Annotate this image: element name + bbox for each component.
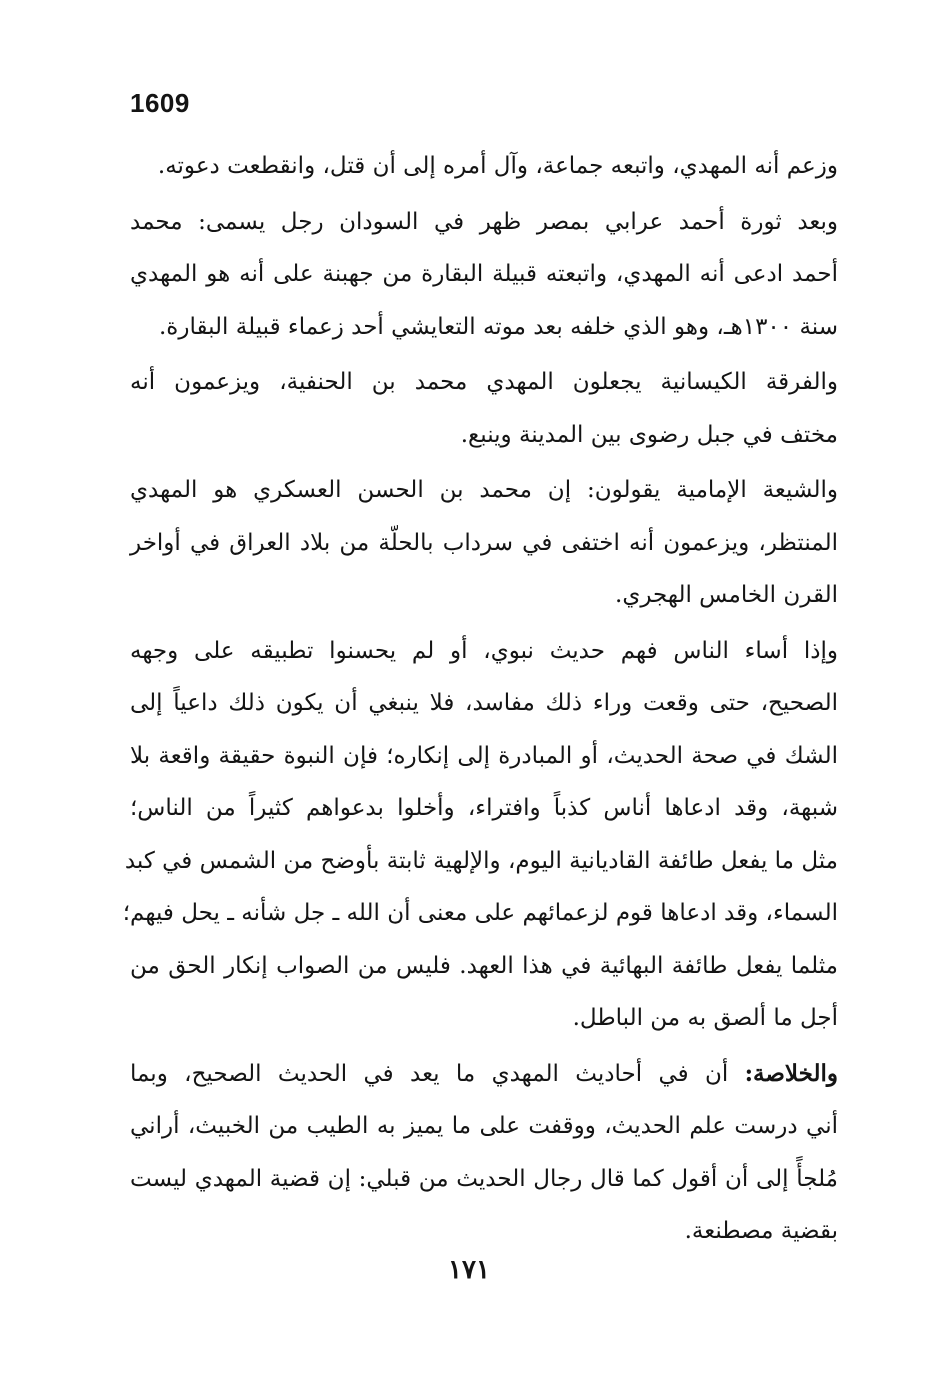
text-line: وزعم أنه المهدي، واتبعه جماعة، وآل أمره إلى أن قتل، وانقطعت دعوته. bbox=[157, 153, 838, 179]
paragraph-conclusion bbox=[130, 1048, 838, 1258]
paragraph-imamiyya bbox=[130, 464, 838, 622]
text-line bbox=[130, 1048, 838, 1101]
body-text bbox=[122, 140, 838, 1261]
text-line: الشك في صحة الحديث، أو المبادرة إلى إنكاره؛ فإن النبوة حقيقة واقعة بلا bbox=[130, 742, 838, 769]
paragraph-sudan-mahdi bbox=[130, 196, 838, 354]
text-line: أني درست علم الحديث، ووقفت على ما يميز به الطيب من الخبيث، أراني bbox=[130, 1113, 838, 1139]
text-line: بقضية مصطنعة. bbox=[684, 1218, 838, 1244]
text-line: أجل ما ألصق به من الباطل. bbox=[572, 1005, 838, 1031]
text-line: أحمد ادعى أنه المهدي، واتبعته قبيلة البقارة من جهبنة على أنه هو المهدي bbox=[130, 261, 838, 287]
text-line: السماء، وقد ادعاها قوم لزعمائهم على معنى أن الله ـ جل شأنه ـ يحل فيهم؛ bbox=[122, 900, 838, 926]
conclusion-text: أن في أحاديث المهدي ما يعد في الحديث الصحيح، وبما bbox=[130, 1060, 745, 1087]
text-line: مختف في جبل رضوى بين المدينة وينبع. bbox=[460, 421, 838, 448]
text-line: مثل ما يفعل طائفة القاديانية اليوم، والإلهية ثابتة بأوضح من الشمس في كبد bbox=[124, 847, 838, 874]
page-code: 1609 bbox=[130, 88, 190, 118]
text-line: القرن الخامس الهجري. bbox=[615, 582, 838, 608]
text-line: المنتظر، ويزعمون أنه اختفى في سرداب بالحلّة من بلاد العراق في أواخر bbox=[130, 529, 838, 556]
text-line: مُلجأً إلى أن أقول كما قال رجال الحديث من قبلي: إن قضية المهدي ليست bbox=[130, 1165, 838, 1192]
paragraph-mahdi-claim bbox=[130, 140, 838, 193]
page-number: ١٧١ bbox=[448, 1255, 490, 1285]
text-line: والشيعة الإمامية يقولون: إن محمد بن الحسن العسكري هو المهدي bbox=[130, 477, 838, 503]
text-line: شبهة، وقد ادعاها أناس كذباً وافتراء، وأخلوا بدعواهم كثيراً من الناس؛ bbox=[130, 795, 838, 821]
text-line: وبعد ثورة أحمد عرابي بمصر ظهر في السودان رجل يسمى: محمد bbox=[130, 208, 838, 235]
conclusion-lead: والخلاصة: bbox=[744, 1059, 838, 1087]
text-line: والفرقة الكيسانية يجعلون المهدي محمد بن الحنفية، ويزعمون أنه bbox=[130, 369, 838, 395]
text-line: مثلما يفعل طائفة البهائية في هذا العهد. فليس من الصواب إنكار الحق من bbox=[130, 952, 838, 979]
text-line: سنة ١٣٠٠هـ، وهو الذي خلفه بعد موته التعايشي أحد زعماء قبيلة البقارة. bbox=[158, 313, 838, 340]
text-line: الصحيح، حتى وقعت وراء ذلك مفاسد، فلا ينبغي أن يكون ذلك داعياً إلى bbox=[130, 690, 838, 716]
paragraph-kaysaniyya bbox=[130, 356, 838, 461]
text-line: وإذا أساء الناس فهم حديث نبوي، أو لم يحسنوا تطبيقه على وجهه bbox=[130, 637, 838, 664]
paragraph-misunderstanding bbox=[122, 625, 838, 1045]
